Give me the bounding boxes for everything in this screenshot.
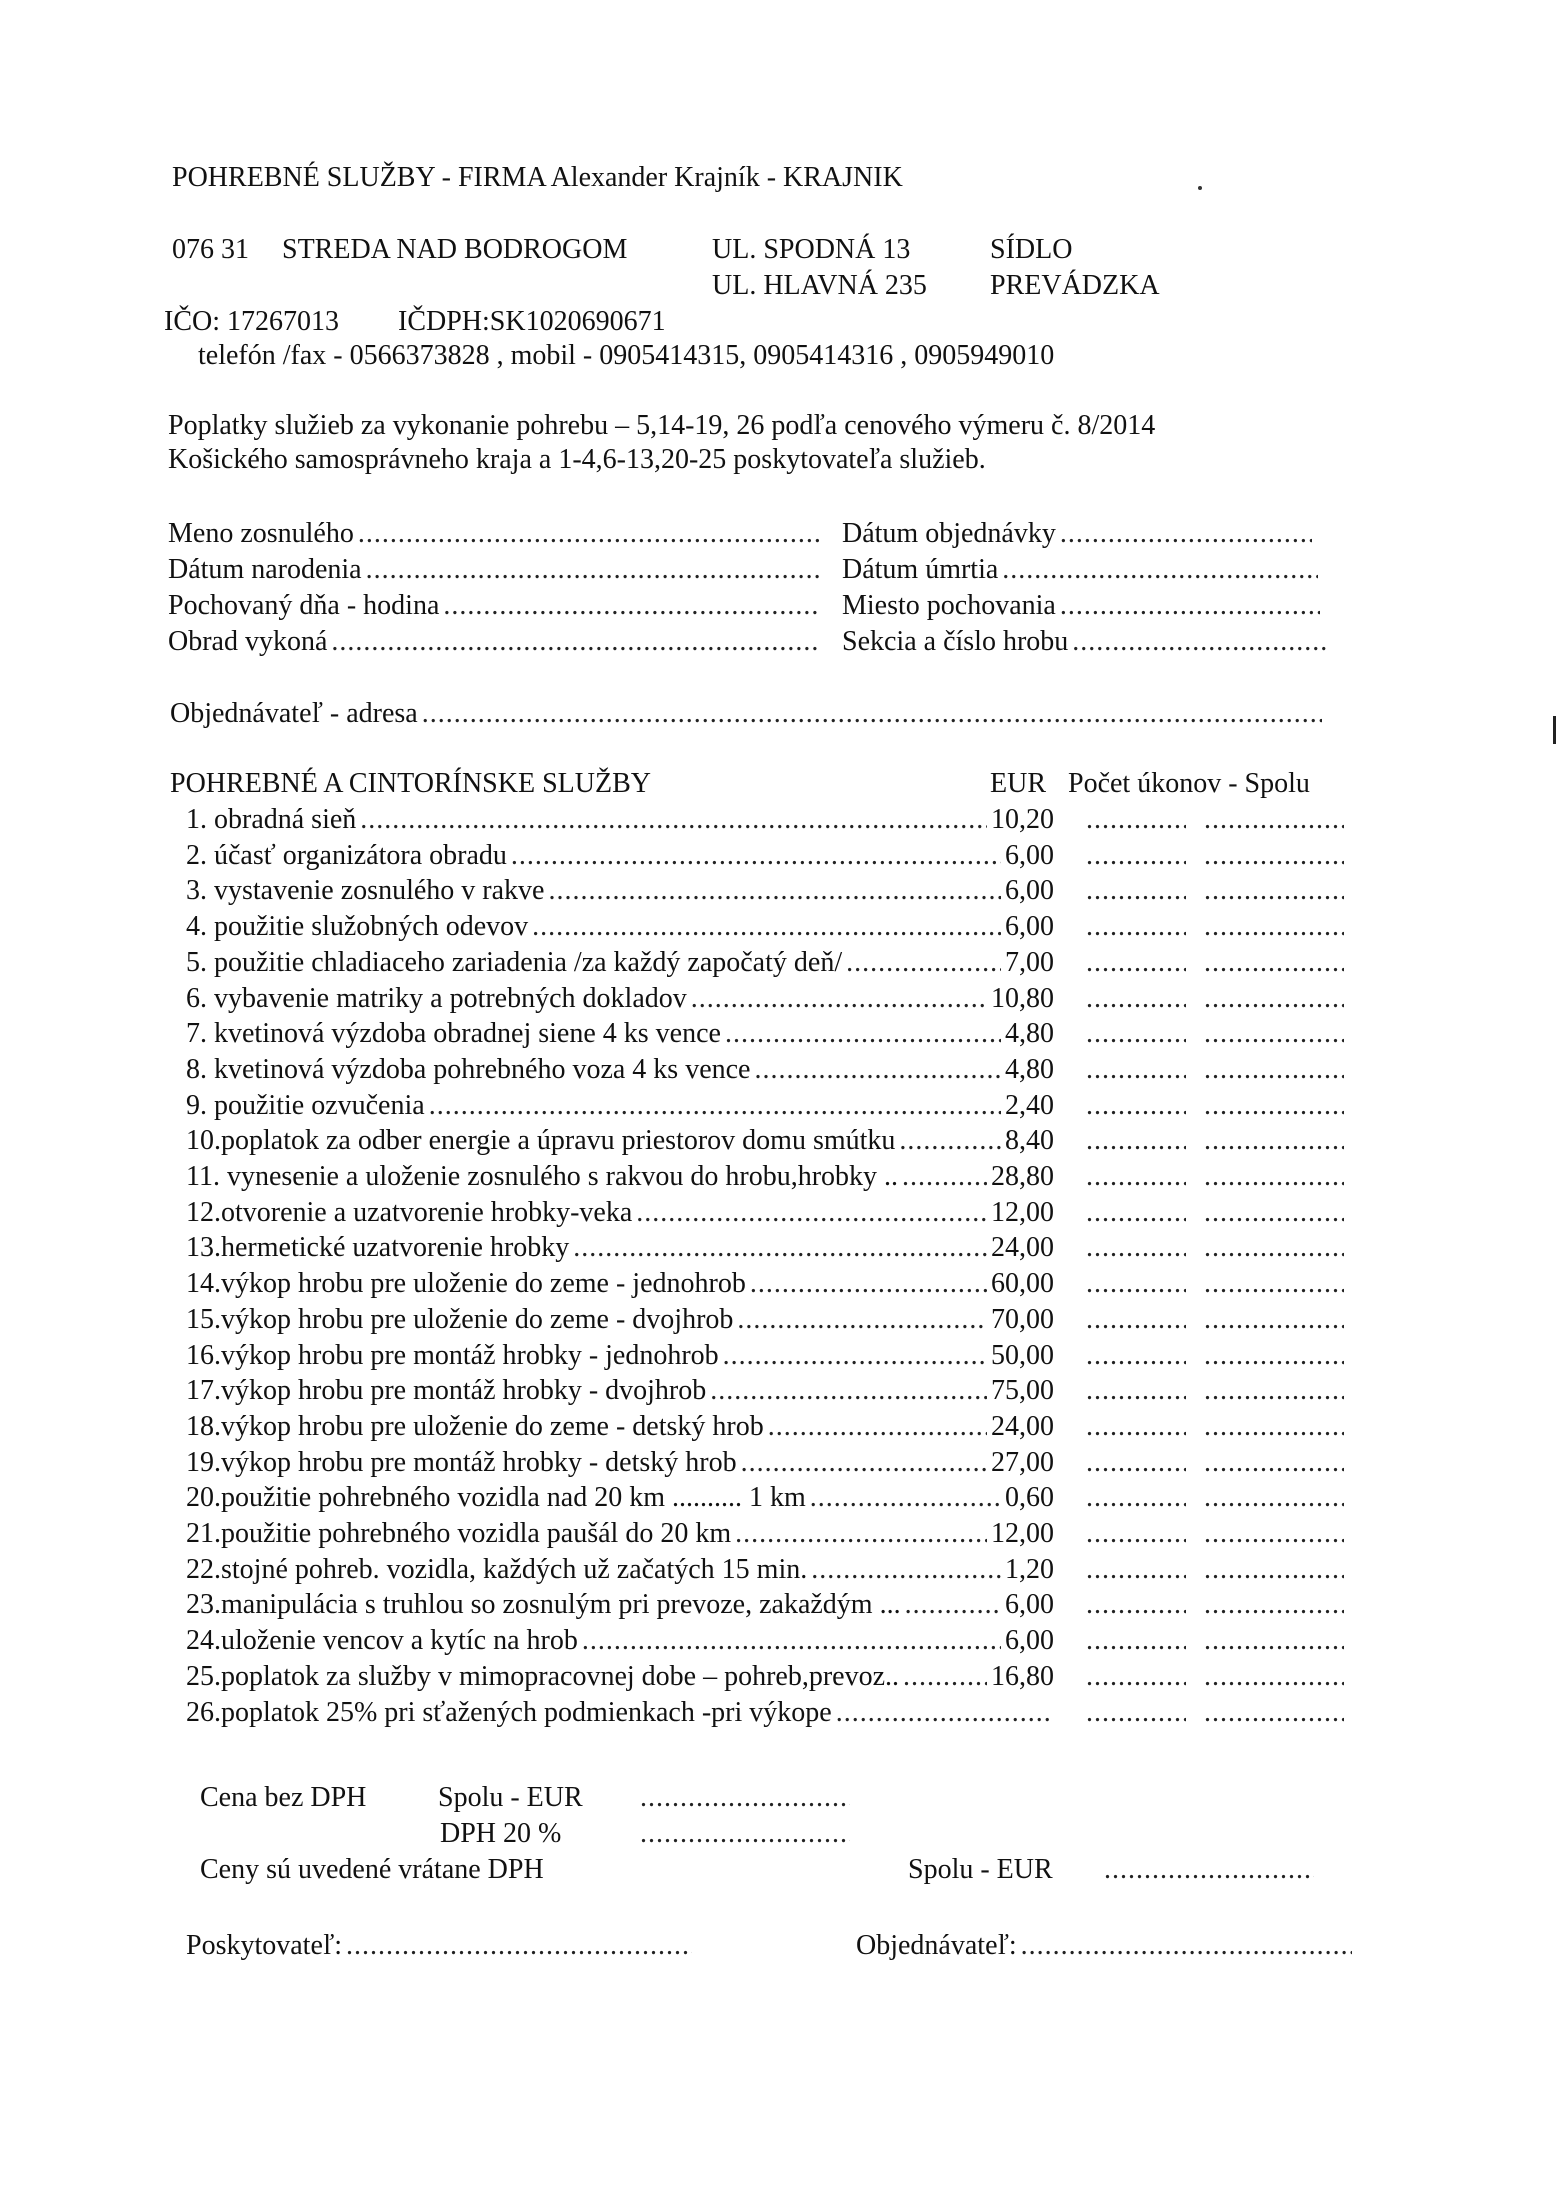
service-count-blank[interactable] [1086,1342,1186,1370]
field-label: Obrad vykoná [168,626,328,657]
service-count-blank[interactable] [1086,1020,1186,1048]
service-total-blank[interactable] [1204,1591,1344,1619]
service-total-blank[interactable] [1204,1306,1344,1334]
service-label: 1. obradná sieň [186,804,357,835]
service-price: 1,20 [1005,1554,1054,1585]
service-price: 24,00 [991,1232,1054,1263]
field-label: Dátum objednávky [842,518,1056,549]
service-item [186,1449,1054,1477]
col-count-total: Počet úkonov - Spolu [1068,768,1310,799]
service-item [186,1270,1054,1298]
service-label: 8. kvetinová výzdoba pohrebného voza 4 ks vence [186,1054,751,1085]
service-total-blank[interactable] [1204,985,1344,1013]
service-count-blank[interactable] [1086,842,1186,870]
service-total-blank[interactable] [1204,1270,1344,1298]
service-count-blank[interactable] [1086,1234,1186,1262]
service-price: 75,00 [991,1375,1054,1406]
service-item [186,985,1054,1013]
seat-label: SÍDLO [990,234,1073,265]
service-price: 16,80 [991,1661,1054,1692]
service-total-blank[interactable] [1204,1092,1344,1120]
service-item [186,842,1054,870]
service-item [186,1127,1054,1155]
service-count-blank[interactable] [1086,985,1186,1013]
service-label: 21.použitie pohrebného vozidla paušál do 20 km [186,1518,732,1549]
service-item [186,1627,1054,1655]
service-total-blank[interactable] [1204,1199,1344,1227]
services-title: POHREBNÉ A CINTORÍNSKE SLUŽBY [170,768,651,799]
service-label: 17.výkop hrobu pre montáž hrobky - dvojhrob [186,1375,707,1406]
service-label: 12.otvorenie a uzatvorenie hrobky-veka [186,1197,633,1228]
service-total-blank[interactable] [1204,1520,1344,1548]
signature-label: Poskytovateľ: [186,1930,343,1961]
field-label: Dátum narodenia [168,554,362,585]
service-total-blank[interactable] [1204,1163,1344,1191]
sum-eur-blank[interactable] [640,1784,850,1812]
fee-note-line2: Košického samosprávneho kraja a 1-4,6-13,20-25 poskytovateľa služieb. [168,444,986,475]
service-label: 5. použitie chladiaceho zariadenia /za každý započatý deň/ [186,947,843,978]
service-price: 12,00 [991,1197,1054,1228]
service-label: 25.poplatok za služby v mimopracovnej dobe – pohreb,prevoz.. [186,1661,900,1692]
service-count-blank[interactable] [1086,1520,1186,1548]
service-count-blank[interactable] [1086,1199,1186,1227]
service-label: 20.použitie pohrebného vozidla nad 20 km .......... 1 km [186,1482,806,1513]
service-label: 15.výkop hrobu pre uloženie do zeme - dvojhrob [186,1304,734,1335]
field-deceased-name[interactable] [168,520,824,548]
service-item [186,1234,1054,1262]
total-sum-label: Spolu - EUR [908,1854,1053,1885]
service-label: 2. účasť organizátora obradu [186,840,507,871]
service-price: 12,00 [991,1518,1054,1549]
service-count-blank[interactable] [1086,1092,1186,1120]
service-count-blank[interactable] [1086,1163,1186,1191]
service-total-blank[interactable] [1204,1020,1344,1048]
service-total-blank[interactable] [1204,1377,1344,1405]
service-item [186,1699,1054,1727]
service-price: 8,40 [1005,1125,1054,1156]
service-count-blank[interactable] [1086,806,1186,834]
field-label: Pochovaný dňa - hodina [168,590,440,621]
service-price: 6,00 [1005,840,1054,871]
service-price: 60,00 [991,1268,1054,1299]
service-count-blank[interactable] [1086,1127,1186,1155]
field-burial-place[interactable] [842,592,1324,620]
field-order-date[interactable] [842,520,1316,548]
speck [1198,186,1202,190]
vat-blank[interactable] [640,1820,850,1848]
field-ceremony-by[interactable] [168,628,824,656]
service-count-blank[interactable] [1086,1377,1186,1405]
street-operation: UL. HLAVNÁ 235 [712,270,927,301]
field-label: Miesto pochovania [842,590,1056,621]
service-label: 7. kvetinová výzdoba obradnej siene 4 ks vence [186,1018,721,1049]
service-count-blank[interactable] [1086,913,1186,941]
service-price: 4,80 [1005,1018,1054,1049]
field-birth-date[interactable] [168,556,824,584]
service-total-blank[interactable] [1204,1234,1344,1262]
service-label: 4. použitie služobných odevov [186,911,529,942]
service-count-blank[interactable] [1086,1056,1186,1084]
service-total-blank[interactable] [1204,1127,1344,1155]
service-count-blank[interactable] [1086,877,1186,905]
service-label: 10.poplatok za odber energie a úpravu priestorov domu smútku [186,1125,896,1156]
service-total-blank[interactable] [1204,1056,1344,1084]
service-item [186,1377,1054,1405]
service-item [186,1663,1054,1691]
total-sum-blank[interactable] [1104,1856,1314,1884]
service-item [186,877,1054,905]
service-total-blank[interactable] [1204,1699,1344,1727]
service-count-blank[interactable] [1086,1556,1186,1584]
field-burial-date[interactable] [168,592,824,620]
service-price: 4,80 [1005,1054,1054,1085]
vat-label: DPH 20 % [440,1818,562,1849]
service-total-blank[interactable] [1204,1484,1344,1512]
service-item [186,1342,1054,1370]
service-count-blank[interactable] [1086,1413,1186,1441]
service-count-blank[interactable] [1086,1449,1186,1477]
contact-phones: telefón /fax - 0566373828 , mobil - 0905414315, 0905414316 , 0905949010 [198,340,1055,371]
signature-provider[interactable] [186,1932,696,1960]
service-price: 10,20 [991,804,1054,835]
service-count-blank[interactable] [1086,1306,1186,1334]
signature-orderer[interactable] [856,1932,1356,1960]
service-label: 11. vynesenie a uloženie zosnulého s rakvou do hrobu,hrobky .. [186,1161,899,1192]
sum-eur-label: Spolu - EUR [438,1782,583,1813]
service-price: 6,00 [1005,1589,1054,1620]
service-price: 0,60 [1005,1482,1054,1513]
service-total-blank[interactable] [1204,1342,1344,1370]
service-price: 6,00 [1005,911,1054,942]
field-label: Objednávateľ - adresa [170,698,418,729]
service-count-blank[interactable] [1086,1699,1186,1727]
service-count-blank[interactable] [1086,949,1186,977]
field-label: Sekcia a číslo hrobu [842,626,1069,657]
service-count-blank[interactable] [1086,1270,1186,1298]
ico: IČO: 17267013 [164,306,339,337]
field-label: Dátum úmrtia [842,554,999,585]
service-item [186,1520,1054,1548]
field-label: Meno zosnulého [168,518,354,549]
icdph: IČDPH:SK1020690671 [398,306,666,337]
service-item [186,949,1054,977]
service-total-blank[interactable] [1204,842,1344,870]
field-death-date[interactable] [842,556,1322,584]
service-item [186,1163,1054,1191]
service-label: 13.hermetické uzatvorenie hrobky [186,1232,570,1263]
service-price: 50,00 [991,1340,1054,1371]
postal-code: 076 31 [172,234,249,265]
service-item [186,806,1054,834]
service-label: 6. vybavenie matriky a potrebných dokladov [186,983,687,1014]
street-seat: UL. SPODNÁ 13 [712,234,911,265]
service-count-blank[interactable] [1086,1484,1186,1512]
service-price: 10,80 [991,983,1054,1014]
service-label: 23.manipulácia s truhlou so zosnulým pri prevoze, zakaždým ... [186,1589,901,1620]
service-label: 9. použitie ozvučenia [186,1090,425,1121]
service-price: 2,40 [1005,1090,1054,1121]
col-eur: EUR [990,768,1046,799]
field-orderer-address[interactable] [170,700,1326,728]
service-total-blank[interactable] [1204,913,1344,941]
service-label: 19.výkop hrobu pre montáž hrobky - detský hrob [186,1447,737,1478]
service-item [186,1199,1054,1227]
service-item [186,1413,1054,1441]
company-title: POHREBNÉ SLUŽBY - FIRMA Alexander Krajník - KRAJNIK [172,162,903,193]
service-count-blank[interactable] [1086,1627,1186,1655]
field-grave-section[interactable] [842,628,1332,656]
service-total-blank[interactable] [1204,1627,1344,1655]
prices-incl-vat: Ceny sú uvedené vrátane DPH [200,1854,544,1885]
service-price: 6,00 [1005,875,1054,906]
service-total-blank[interactable] [1204,806,1344,834]
service-item [186,1306,1054,1334]
service-total-blank[interactable] [1204,1556,1344,1584]
service-label: 22.stojné pohreb. vozidla, každých už začatých 15 min. [186,1554,808,1585]
service-label: 18.výkop hrobu pre uloženie do zeme - detský hrob [186,1411,764,1442]
fee-note-line1: Poplatky služieb za vykonanie pohrebu – 5,14-19, 26 podľa cenového výmeru č. 8/2014 [168,410,1156,441]
service-item [186,1591,1054,1619]
service-item [186,1020,1054,1048]
service-label: 3. vystavenie zosnulého v rakve [186,875,545,906]
service-count-blank[interactable] [1086,1591,1186,1619]
service-label: 14.výkop hrobu pre uloženie do zeme - jednohrob [186,1268,746,1299]
service-price: 28,80 [991,1161,1054,1192]
service-item [186,1056,1054,1084]
service-label: 24.uloženie vencov a kytíc na hrob [186,1625,578,1656]
service-label: 26.poplatok 25% pri sťažených podmienkach -pri výkope [186,1697,832,1728]
signature-label: Objednávateľ: [856,1930,1017,1961]
service-total-blank[interactable] [1204,949,1344,977]
service-price: 24,00 [991,1411,1054,1442]
operation-label: PREVÁDZKA [990,270,1160,301]
service-price: 7,00 [1005,947,1054,978]
service-price: 6,00 [1005,1625,1054,1656]
service-item [186,1092,1054,1120]
service-total-blank[interactable] [1204,1663,1344,1691]
service-price: 27,00 [991,1447,1054,1478]
city: STREDA NAD BODROGOM [282,234,628,265]
service-count-blank[interactable] [1086,1663,1186,1691]
service-label: 16.výkop hrobu pre montáž hrobky - jednohrob [186,1340,719,1371]
price-no-vat: Cena bez DPH [200,1782,367,1813]
service-item [186,913,1054,941]
service-item [186,1484,1054,1512]
service-total-blank[interactable] [1204,1413,1344,1441]
service-price: 70,00 [991,1304,1054,1335]
service-item [186,1556,1054,1584]
service-total-blank[interactable] [1204,877,1344,905]
service-total-blank[interactable] [1204,1449,1344,1477]
